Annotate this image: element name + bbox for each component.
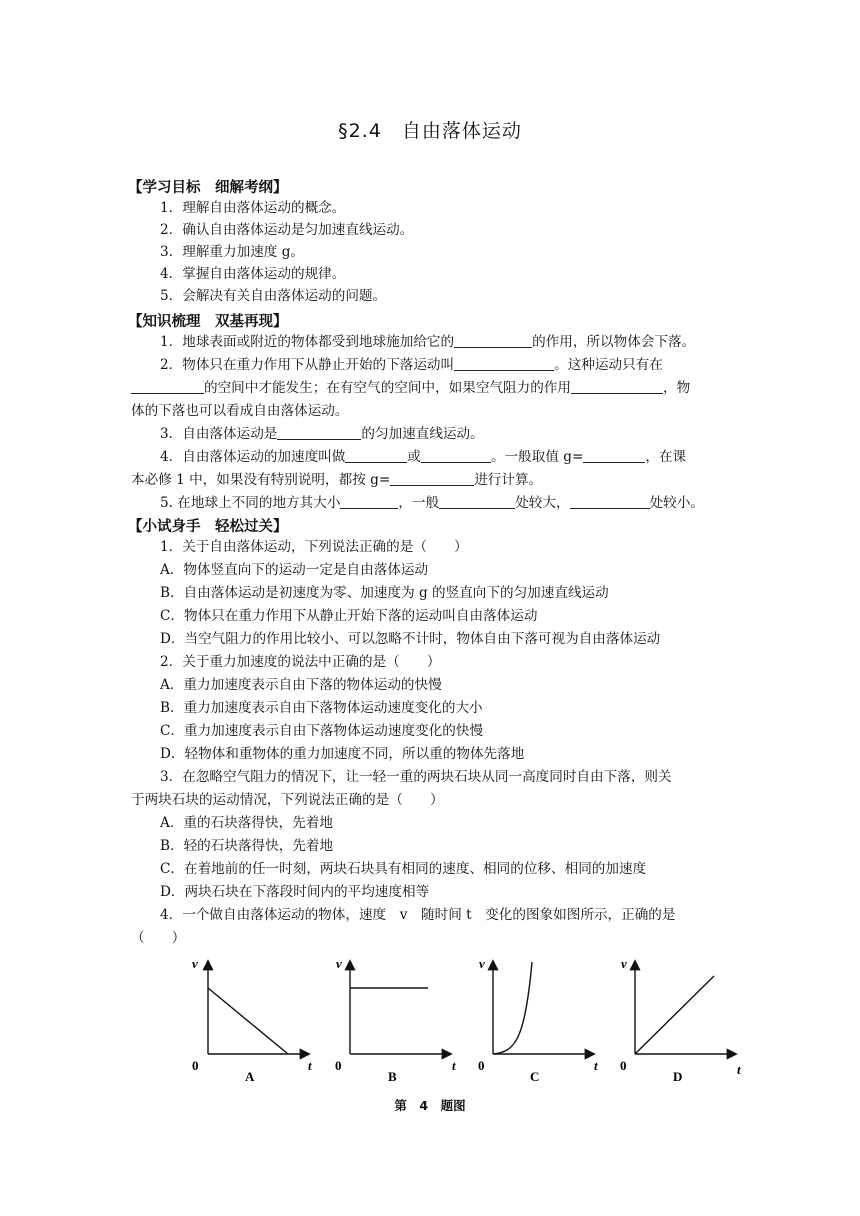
text-fragment: ，一般 bbox=[398, 495, 440, 511]
fill-blank[interactable] bbox=[390, 471, 474, 486]
fill-blank[interactable] bbox=[421, 448, 491, 463]
goal-item: 2．确认自由落体运动是匀加速直线运动。 bbox=[160, 222, 414, 238]
origin-label: 0 bbox=[620, 1058, 627, 1073]
fill-blank[interactable] bbox=[131, 379, 204, 394]
question-1: 1．关于自由落体运动，下列说法正确的是（ ） bbox=[160, 539, 468, 555]
knowledge-item-2 bbox=[160, 355, 663, 375]
graph-c bbox=[478, 956, 598, 1084]
graph-line bbox=[493, 962, 532, 1054]
text-fragment: 处较大， bbox=[515, 495, 570, 511]
question-4-cont: （ ） bbox=[131, 930, 186, 946]
t-axis-label: t bbox=[737, 1062, 741, 1077]
fill-blank[interactable] bbox=[454, 356, 554, 371]
goal-item: 1．理解自由落体运动的概念。 bbox=[160, 200, 346, 216]
figure-caption: 第 4 题图 bbox=[394, 1098, 466, 1113]
goal-item: 5．会解决有关自由落体运动的问题。 bbox=[160, 288, 387, 304]
text-fragment: 2．物体只在重力作用下从静止开始的下落运动叫 bbox=[160, 357, 455, 373]
text-fragment: 处较小。 bbox=[649, 495, 704, 511]
text-fragment: 的作用，所以物体会下落。 bbox=[532, 334, 696, 350]
graph-a bbox=[192, 956, 312, 1084]
fill-blank[interactable] bbox=[439, 494, 515, 509]
graph-label: C bbox=[530, 1069, 540, 1084]
goal-item: 4．掌握自由落体运动的规律。 bbox=[160, 266, 346, 282]
goal-item: 3．理解重力加速度 g。 bbox=[160, 244, 305, 260]
question-4: 4．一个做自由落体运动的物体，速度 v 随时间 t 变化的图象如图所示，正确的是 bbox=[160, 907, 676, 923]
graph-label: B bbox=[388, 1069, 397, 1084]
velocity-time-graphs bbox=[180, 950, 760, 1090]
text-fragment: ，物 bbox=[663, 380, 691, 396]
v-axis-label: v bbox=[336, 956, 342, 971]
origin-label: 0 bbox=[192, 1058, 199, 1073]
section-heading-knowledge: 【知识梳理 双基再现】 bbox=[128, 314, 288, 330]
t-axis-label: t bbox=[594, 1058, 598, 1073]
text-fragment: ，在课 bbox=[645, 449, 687, 465]
option: C．在着地前的任一时刻，两块石块具有相同的速度、相同的位移、相同的加速度 bbox=[160, 861, 647, 877]
origin-label: 0 bbox=[478, 1058, 485, 1073]
knowledge-item-1 bbox=[160, 332, 695, 352]
graph-line bbox=[208, 988, 288, 1054]
text-fragment: 的匀加速直线运动。 bbox=[361, 426, 484, 442]
text-fragment: 进行计算。 bbox=[474, 472, 543, 488]
knowledge-item-5 bbox=[160, 493, 704, 513]
text-fragment: 。一般取值 g= bbox=[490, 449, 584, 465]
t-axis-label: t bbox=[452, 1058, 456, 1073]
graph-d bbox=[620, 956, 741, 1084]
option: B．轻的石块落得快，先着地 bbox=[160, 838, 334, 854]
fill-blank[interactable] bbox=[571, 379, 663, 394]
fill-blank[interactable] bbox=[583, 448, 645, 463]
knowledge-item-4-cont bbox=[131, 470, 542, 490]
t-axis-label: t bbox=[308, 1058, 312, 1073]
page-title: §2.4 自由落体运动 bbox=[338, 120, 522, 142]
option: C．物体只在重力作用下从静止开始下落的运动叫自由落体运动 bbox=[160, 608, 538, 624]
option: B．重力加速度表示自由下落物体运动速度变化的大小 bbox=[160, 700, 483, 716]
option: B．自由落体运动是初速度为零、加速度为 g 的竖直向下的匀加速直线运动 bbox=[160, 585, 609, 601]
text-fragment: 4．自由落体运动的加速度叫做 bbox=[160, 449, 346, 465]
knowledge-item-4 bbox=[160, 447, 686, 467]
v-axis-label: v bbox=[192, 956, 198, 971]
question-2: 2．关于重力加速度的说法中正确的是（ ） bbox=[160, 654, 441, 670]
graph-label: D bbox=[673, 1069, 683, 1084]
option: A．重力加速度表示自由下落的物体运动的快慢 bbox=[160, 677, 442, 693]
fill-blank[interactable] bbox=[340, 494, 398, 509]
text-fragment: 3．自由落体运动是 bbox=[160, 426, 278, 442]
fill-blank[interactable] bbox=[277, 425, 361, 440]
text-fragment: 1．地球表面或附近的物体都受到地球施加给它的 bbox=[160, 334, 455, 350]
graph-label: A bbox=[245, 1069, 255, 1084]
question-3: 3．在忽略空气阻力的情况下，让一轻一重的两块石块从同一高度同时自由下落，则关 bbox=[160, 769, 672, 785]
text-fragment: 。这种运动只有在 bbox=[554, 357, 663, 373]
fill-blank[interactable] bbox=[345, 448, 407, 463]
origin-label: 0 bbox=[335, 1058, 342, 1073]
graph-b bbox=[335, 956, 456, 1084]
text-fragment: 或 bbox=[407, 449, 421, 465]
text-fragment: 本必修 1 中，如果没有特别说明，都按 g= bbox=[131, 472, 391, 488]
question-3-cont: 于两块石块的运动情况，下列说法正确的是（ ） bbox=[131, 792, 444, 808]
option: C．重力加速度表示自由下落物体运动速度变化的快慢 bbox=[160, 723, 484, 739]
fill-blank[interactable] bbox=[454, 333, 532, 348]
graph-line bbox=[635, 976, 714, 1054]
fill-blank[interactable] bbox=[570, 494, 650, 509]
section-heading-goals: 【学习目标 细解考纲】 bbox=[128, 180, 288, 196]
text-fragment: 5. 在地球上不同的地方其大小 bbox=[160, 495, 341, 511]
text-fragment: 的空间中才能发生；在有空气的空间中，如果空气阻力的作用 bbox=[204, 380, 572, 396]
option: A．重的石块落得快，先着地 bbox=[160, 815, 333, 831]
option: D．两块石块在下落段时间内的平均速度相等 bbox=[160, 884, 430, 900]
option: D．轻物体和重物体的重力加速度不同，所以重的物体先落地 bbox=[160, 746, 525, 762]
v-axis-label: v bbox=[479, 956, 485, 971]
v-axis-label: v bbox=[621, 956, 627, 971]
section-heading-practice: 【小试身手 轻松过关】 bbox=[128, 519, 288, 535]
option: A．物体竖直向下的运动一定是自由落体运动 bbox=[160, 562, 429, 578]
knowledge-item-2-cont: 体的下落也可以看成自由落体运动。 bbox=[131, 403, 349, 419]
knowledge-item-2-cont bbox=[131, 378, 690, 398]
knowledge-item-3 bbox=[160, 424, 484, 444]
option: D．当空气阻力的作用比较小、可以忽略不计时，物体自由下落可视为自由落体运动 bbox=[160, 631, 661, 647]
